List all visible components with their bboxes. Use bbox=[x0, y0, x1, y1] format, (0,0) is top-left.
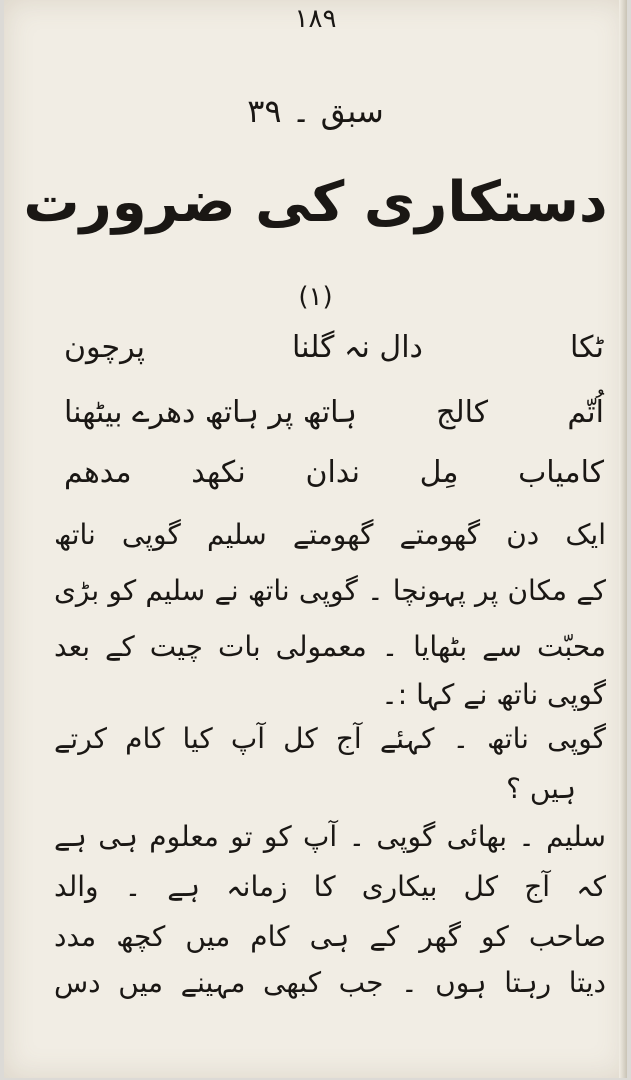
lesson-label: سبق ۔ ۳۹ bbox=[247, 92, 384, 130]
vocabulary-word: ندان bbox=[305, 455, 360, 490]
vocabulary-word: دال نہ گلنا bbox=[292, 330, 423, 365]
vocabulary-word: مدھم bbox=[64, 455, 132, 490]
dialogue-line: دیتا رہتا ہوں ۔ جب کبھی مہینے میں دس bbox=[54, 966, 606, 999]
page-number: ۱۸۹ bbox=[294, 4, 337, 34]
dialogue-line: صاحب کو گھر کے ہی کام میں کچھ مدد bbox=[54, 920, 606, 953]
vocabulary-row bbox=[64, 455, 604, 490]
dialogue-line: سلیم ۔ بھائی گوپی ۔ آپ کو تو معلوم ہی ہے bbox=[54, 820, 606, 853]
book-page bbox=[4, 0, 627, 1078]
vocabulary-word: نکھد bbox=[191, 455, 246, 490]
section-number: (۱) bbox=[298, 282, 333, 312]
paragraph-line: محبّت سے بٹھایا ۔ معمولی بات چیت کے بعد bbox=[54, 630, 606, 663]
dialogue-line: گوپی ناتھ ۔ کہئے آج کل آپ کیا کام کرتے bbox=[54, 722, 606, 755]
vocabulary-row bbox=[64, 330, 604, 365]
vocabulary-row bbox=[64, 395, 604, 430]
page-edge bbox=[619, 0, 627, 1078]
vocabulary-word: اُتّم bbox=[567, 395, 604, 430]
dialogue-line: کہ آج کل بیکاری کا زمانہ ہے ۔ والد bbox=[54, 870, 606, 903]
paragraph-line: کے مکان پر پہونچا ۔ گوپی ناتھ نے سلیم کو بڑی bbox=[54, 574, 606, 607]
vocabulary-word: مِل bbox=[419, 455, 459, 490]
vocabulary-word: کالج bbox=[436, 395, 489, 430]
lesson-title: دستکاری کی ضرورت bbox=[23, 170, 608, 235]
vocabulary-word: ٹکا bbox=[569, 330, 604, 365]
paragraph-line: ایک دن گھومتے گھومتے سلیم گوپی ناتھ bbox=[54, 518, 606, 551]
vocabulary-word: پرچون bbox=[64, 330, 145, 365]
dialogue-line: ہیں ؟ bbox=[506, 772, 576, 805]
vocabulary-word: ہاتھ پر ہاتھ دھرے بیٹھنا bbox=[64, 395, 357, 430]
paragraph-line: گوپی ناتھ نے کہا :۔ bbox=[381, 678, 606, 711]
vocabulary-word: کامیاب bbox=[518, 455, 604, 490]
